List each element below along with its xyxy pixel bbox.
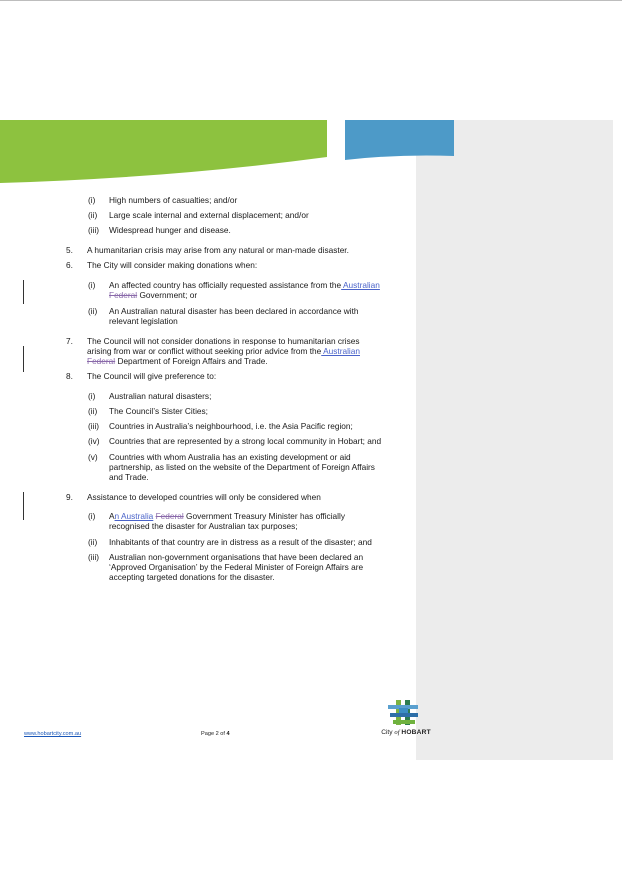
- markup-pane: [416, 120, 613, 760]
- list-text: Inhabitants of that country are in distress as a result of the disaster; and: [109, 537, 372, 547]
- tracked-insertion: n Australia: [114, 511, 154, 521]
- logo-wordmark: City of HOBART: [381, 729, 431, 736]
- clause-text: A humanitarian crisis may arise from any natural or man-made disaster.: [87, 245, 349, 255]
- clause-number: 6.: [66, 260, 73, 270]
- change-bar: [23, 346, 24, 372]
- list-marker: (ii): [88, 537, 98, 547]
- list-marker: (iii): [88, 552, 100, 562]
- change-bar: [23, 492, 24, 520]
- tracked-deletion: Federal: [109, 290, 138, 300]
- tracked-insertion: Australian: [321, 346, 360, 356]
- list-marker: (ii): [88, 210, 98, 220]
- clause-number: 8.: [66, 371, 73, 381]
- list-marker: (iv): [88, 436, 100, 446]
- change-bar: [23, 280, 24, 304]
- list-text: Large scale internal and external displacement; and/or: [109, 210, 309, 220]
- tracked-deletion: Federal: [155, 511, 184, 521]
- list-text: High numbers of casualties; and/or: [109, 195, 238, 205]
- list-text: Australian non-government organisations that have been declared an ‘Approved Organisation’ by the Federal Minister of Foreign Affairs are accepting targeted donations for the disaster.: [109, 552, 364, 582]
- tracked-deletion: Federal: [87, 356, 116, 366]
- list-text: The Council’s Sister Cities;: [109, 406, 208, 416]
- list-marker: (ii): [88, 406, 98, 416]
- list-marker: (iii): [88, 225, 100, 235]
- clause-text: The Council will not consider donations in response to humanitarian crises arising from war or conflict without seeking prior advice from the Australian Federal Department of Foreign Affairs and Trade.: [87, 336, 360, 366]
- list-text: An Australian natural disaster has been declared in accordance with relevant legislation: [109, 306, 359, 326]
- list-marker: (ii): [88, 306, 98, 316]
- clause-text: The City will consider making donations when:: [87, 260, 258, 270]
- footer-website-link[interactable]: www.hobartcity.com.au: [24, 731, 82, 737]
- clause-number: 5.: [66, 245, 73, 255]
- banner-green-wave: [0, 120, 327, 183]
- banner-blue-block: [345, 120, 454, 160]
- list-text: Australian natural disasters;: [109, 391, 212, 401]
- header-banner: [0, 118, 456, 188]
- clause-text: Assistance to developed countries will only be considered when: [87, 492, 321, 502]
- clause-text: The Council will give preference to:: [87, 371, 217, 381]
- list-marker: (v): [88, 452, 98, 462]
- list-text: Countries with whom Australia has an existing development or aid partnership, as listed on the website of the Department of Foreign Affairs and Trade.: [109, 452, 375, 482]
- clause-number: 9.: [66, 492, 73, 502]
- list-marker: (i): [88, 511, 96, 521]
- page-top-border: [0, 0, 622, 1]
- page-number: Page 2 of 4: [201, 731, 230, 737]
- list-marker: (i): [88, 391, 96, 401]
- list-marker: (iii): [88, 421, 100, 431]
- list-marker: (i): [88, 195, 96, 205]
- list-text: An affected country has officially requested assistance from the Australian Federal Government; or: [109, 280, 380, 300]
- list-text: Widespread hunger and disease.: [109, 225, 231, 235]
- list-text: Countries that are represented by a strong local community in Hobart; and: [109, 436, 382, 446]
- tracked-insertion: Australian: [341, 280, 380, 290]
- list-marker: (i): [88, 280, 96, 290]
- list-text: An Australia Federal Government Treasury Minister has officially recognised the disaster for Australian tax purposes;: [109, 511, 345, 531]
- list-text: Countries in Australia’s neighbourhood, i.e. the Asia Pacific region;: [109, 421, 353, 431]
- clause-number: 7.: [66, 336, 73, 346]
